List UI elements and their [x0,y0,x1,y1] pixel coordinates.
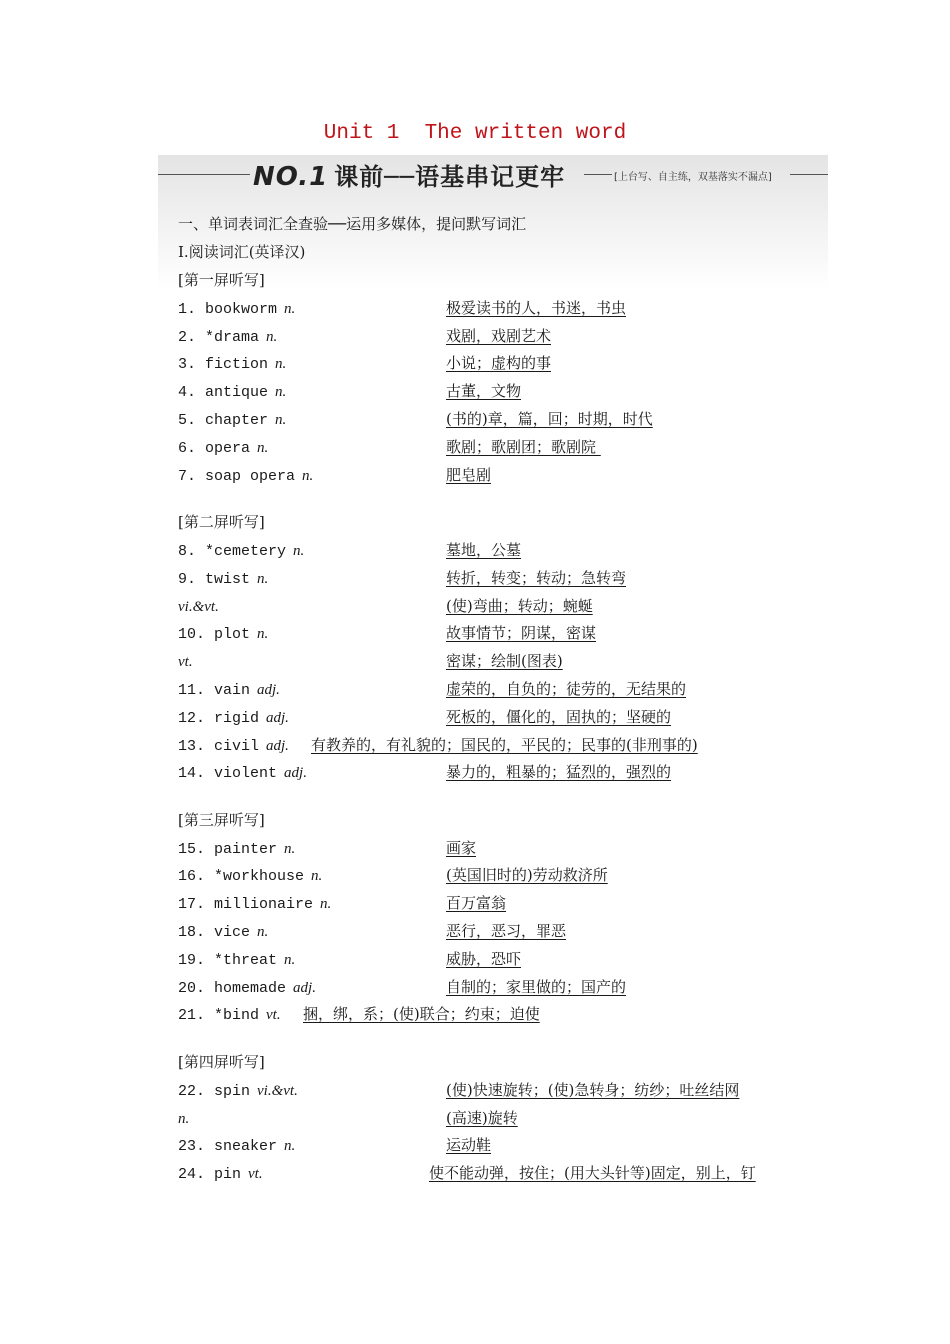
banner-number: NO.1 [253,162,329,192]
vocab-item [178,975,818,999]
vocab-term: 19. *threat [178,951,278,969]
vocab-term: 17. millionaire [178,896,314,914]
vocab-term: 12. rigid [178,709,260,727]
vocab-term: 1. bookworm [178,300,278,318]
definition: 暴力的，粗暴的；猛烈的，强烈的 [446,763,672,782]
definition: 百万富翁 [446,894,507,913]
vocab-term: 8. *cemetery [178,542,287,560]
part-of-speech: adj. [293,979,316,996]
definition: 有教养的，有礼貌的；国民的，平民的；民事的(非刑事的) [311,735,698,754]
vocab-item [178,1133,818,1157]
part-of-speech: n. [257,570,269,587]
definition: (高速)旋转 [446,1108,518,1127]
part-of-speech: n. [284,951,296,968]
part-of-speech: n. [302,467,314,484]
vocab-item [178,538,818,562]
screen-label: [第二屏听写] [178,513,265,532]
definition: (书的)章，篇，回；时期，时代 [446,410,653,428]
vocab-term: 9. twist [178,570,251,588]
vocab-term: 15. painter [178,840,278,858]
definition: 恶行，恶习，罪恶 [446,922,567,940]
part-of-speech: n. [257,439,269,456]
vocab-term: 13. civil [178,737,260,755]
vocab-item [178,296,818,320]
vocab-item [178,594,818,618]
vocab-item [178,705,818,729]
vocab-term: 3. fiction [178,356,269,374]
definition: 故事情节；阴谋，密谋 [446,624,597,643]
part-of-speech: vt. [248,1166,263,1183]
vocab-item [178,836,818,860]
part-of-speech: n. [320,896,332,913]
vocab-term: 6. opera [178,439,251,457]
vocab-term: 10. plot [178,626,251,644]
definition: 使不能动弹，按住；(用大头针等)固定，别上，钉 [429,1164,756,1183]
part-of-speech: vt. [266,1007,281,1024]
definition: 墓地，公墓 [446,540,522,559]
definition: 威胁，恐吓 [446,949,522,968]
definition: (使)弯曲；转动；蜿蜒 [446,596,593,615]
part-of-speech: n. [284,840,296,857]
vocab-item [178,1078,818,1102]
part-of-speech: n. [178,1110,190,1127]
vocab-item [178,407,818,431]
vocab-term: 18. vice [178,924,251,941]
vocab-item [178,379,818,403]
part-of-speech: adj. [284,765,307,782]
part-of-speech: adj. [257,681,280,698]
definition: 密谋；绘制(图表) [446,652,563,671]
definition: 极爱读书的人，书迷，书虫 [446,298,627,317]
part-of-speech: n. [275,356,287,373]
vocab-term: 21. *bind [178,1007,260,1025]
part-of-speech: n. [311,868,323,885]
banner-heading [253,157,565,192]
definition: 捆，绑，系；(使)联合；约束；迫使 [303,1005,540,1024]
banner-mid-rule [584,174,612,175]
screen-label: [第三屏听写] [178,810,265,829]
banner-title: 课前──语基串记更牢 [334,163,566,191]
vocab-item [178,947,818,971]
subsection-heading: Ⅰ.阅读词汇(英译汉) [178,243,306,261]
vocab-item [178,733,818,757]
vocab-item [178,863,818,887]
screen-label: [第四屏听写] [178,1052,265,1071]
definition: 戏剧，戏剧艺术 [446,326,552,345]
vocab-item [178,1161,818,1185]
vocab-term: 11. vain [178,681,251,699]
vocab-item [178,1002,818,1026]
part-of-speech: vt. [178,654,193,671]
vocab-item [178,677,818,701]
part-of-speech: vi.&vt. [178,598,219,615]
part-of-speech: n. [257,924,269,940]
vocab-item [178,324,818,348]
part-of-speech: n. [275,412,287,428]
vocab-item [178,1106,818,1130]
part-of-speech: n. [266,328,278,345]
definition: 死板的，僵化的，固执的；坚硬的 [446,707,672,726]
banner-right-rule [790,174,828,175]
part-of-speech: n. [284,1138,296,1155]
definition: 自制的；家里做的；国产的 [446,977,627,996]
vocab-term: 20. homemade [178,979,287,997]
vocab-term: 4. antique [178,384,269,402]
vocab-item [178,760,818,784]
definition: 歌剧；歌剧团；歌剧院 [446,437,601,456]
vocab-item [178,919,818,943]
part-of-speech: vi.&vt. [257,1082,298,1099]
screen-label: [第一屏听写] [178,271,265,289]
vocab-item [178,435,818,459]
vocab-item [178,351,818,375]
vocab-term: 24. pin [178,1166,242,1184]
section-heading: 一、单词表词汇全查验──运用多媒体，提问默写词汇 [178,215,527,233]
vocab-term: 2. *drama [178,328,260,346]
definition: 转折，转变；转动；急转弯 [446,568,627,587]
part-of-speech: n. [293,542,305,559]
definition: 画家 [446,838,477,857]
vocab-term: 23. sneaker [178,1138,278,1156]
part-of-speech: adj. [266,709,289,726]
definition: 肥皂剧 [446,465,492,484]
vocab-item [178,463,818,487]
vocab-item [178,891,818,915]
vocab-item [178,649,818,673]
definition: 运动鞋 [446,1136,492,1155]
vocab-term: 22. spin [178,1082,251,1100]
definition: (使)快速旋转；(使)急转身；纺纱；吐丝结网 [446,1080,740,1099]
unit-title: Unit 1 The written word [323,122,627,145]
vocab-item [178,621,818,645]
definition: (英国旧时的)劳动救济所 [446,866,608,885]
definition: 古董，文物 [446,382,522,401]
part-of-speech: n. [275,384,287,401]
banner-note: [上台写、自主练，双基落实不漏点] [614,172,772,183]
vocab-item [178,566,818,590]
definition: 小说；虚构的事 [446,354,552,373]
banner-left-rule [158,174,250,175]
vocab-term: 14. violent [178,765,278,783]
definition: 虚荣的，自负的；徒劳的，无结果的 [446,679,687,698]
part-of-speech: adj. [266,737,289,754]
vocab-term: 16. *workhouse [178,868,305,886]
part-of-speech: n. [257,626,269,643]
part-of-speech: n. [284,300,296,317]
vocab-term: 5. chapter [178,412,269,429]
vocab-term: 7. soap opera [178,467,296,485]
